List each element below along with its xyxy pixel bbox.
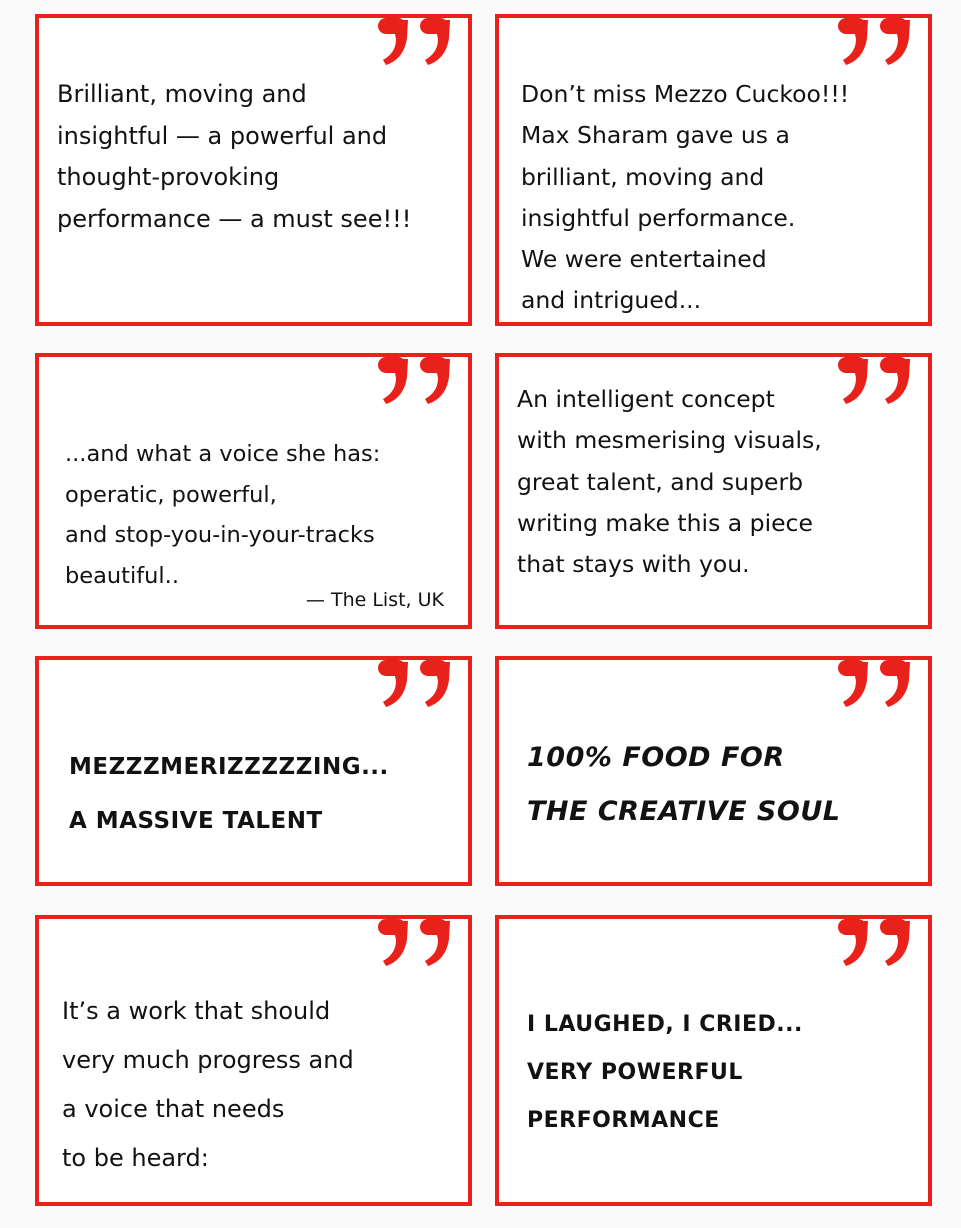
- review-line: insightful — a powerful and: [57, 121, 388, 150]
- review-text: [65, 434, 468, 596]
- review-line: insightful performance.: [521, 203, 796, 232]
- review-attribution: — The List, UK: [305, 589, 444, 611]
- closing-quote-icon: [374, 650, 454, 710]
- closing-quote-icon: [834, 650, 914, 710]
- review-line: VERY POWERFUL: [527, 1060, 743, 1085]
- review-line: great talent, and superb: [517, 467, 804, 496]
- review-line: A MASSIVE TALENT: [69, 808, 323, 834]
- review-text: [57, 74, 468, 240]
- review-card-4: [495, 353, 932, 629]
- review-line: writing make this a piece: [517, 508, 813, 537]
- review-line: to be heard:: [62, 1144, 209, 1172]
- review-card-3: [35, 353, 472, 629]
- review-line: ...and what a voice she has:: [65, 441, 381, 467]
- review-line: with mesmerising visuals,: [517, 426, 822, 455]
- closing-quote-icon: [374, 8, 454, 68]
- review-line: An intelligent concept: [517, 385, 775, 413]
- review-line: a voice that needs: [62, 1095, 285, 1123]
- review-card-8: [495, 915, 932, 1206]
- review-line: Don’t miss Mezzo Cuckoo!!!: [521, 80, 850, 108]
- review-text: [517, 379, 928, 585]
- review-text: [62, 987, 468, 1183]
- closing-quote-icon: [834, 8, 914, 68]
- review-line: Brilliant, moving and: [57, 80, 307, 108]
- review-line: very much progress and: [62, 1046, 354, 1074]
- review-line: operatic, powerful,: [65, 481, 277, 508]
- review-text: [69, 740, 468, 848]
- review-card-5: [35, 656, 472, 886]
- review-line: I LAUGHED, I CRIED...: [527, 1012, 803, 1037]
- review-line: beautiful..: [65, 562, 179, 589]
- review-line: THE CREATIVE SOUL: [527, 796, 841, 827]
- review-card-6: [495, 656, 932, 886]
- review-line: 100% FOOD FOR: [527, 742, 785, 773]
- review-line: performance — a must see!!!: [57, 204, 412, 233]
- review-line: MEZZZMERIZZZZZING...: [69, 754, 389, 780]
- review-line: and intrigued...: [521, 286, 702, 315]
- review-text: [521, 74, 928, 322]
- review-line: brilliant, moving and: [521, 162, 765, 191]
- review-line: It’s a work that should: [62, 997, 331, 1025]
- review-card-2: [495, 14, 932, 326]
- review-text: [527, 1001, 928, 1145]
- closing-quote-icon: [374, 347, 454, 407]
- review-card-1: [35, 14, 472, 326]
- review-line: Max Sharam gave us a: [521, 121, 790, 150]
- review-line: thought-provoking: [57, 163, 280, 191]
- closing-quote-icon: [374, 909, 454, 969]
- closing-quote-icon: [834, 909, 914, 969]
- review-line: that stays with you.: [517, 550, 750, 579]
- review-line: and stop-you-in-your-tracks: [65, 522, 375, 548]
- review-line: PERFORMANCE: [527, 1108, 720, 1133]
- review-line: We were entertained: [521, 245, 767, 274]
- review-text: [527, 731, 928, 839]
- review-card-7: [35, 915, 472, 1206]
